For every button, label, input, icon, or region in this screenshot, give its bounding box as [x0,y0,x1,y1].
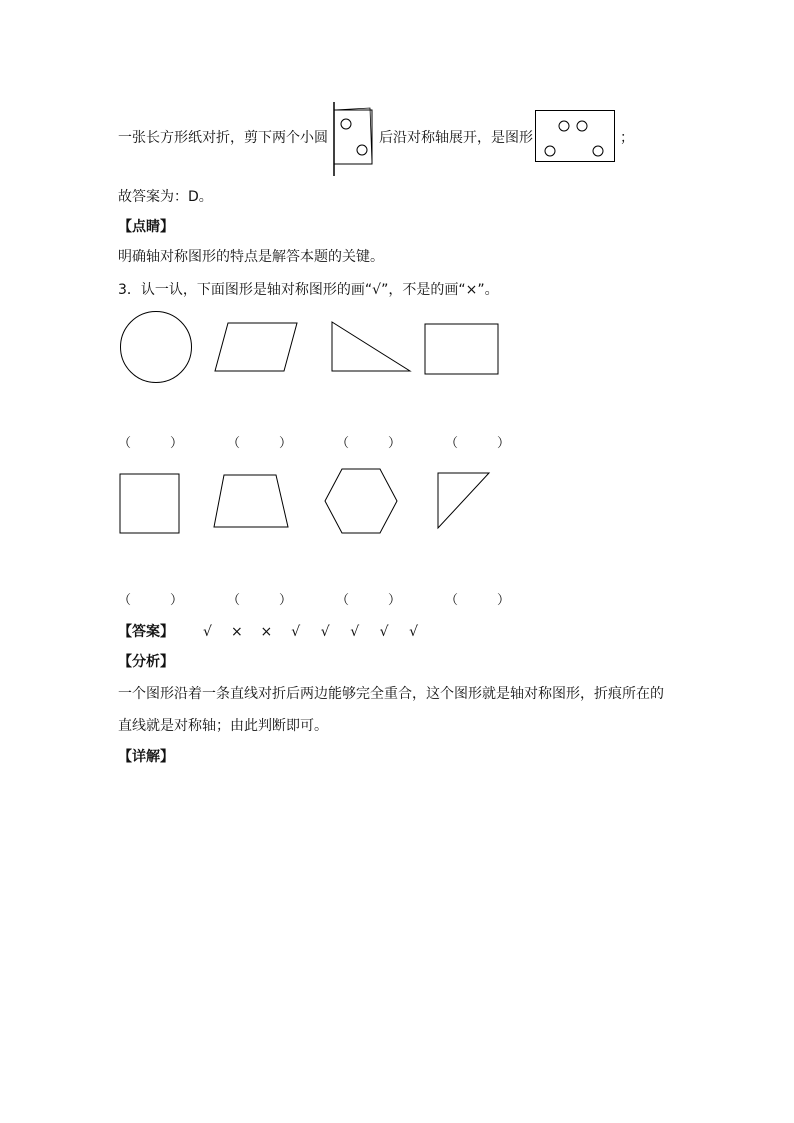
square-icon [119,473,181,535]
xiangjie-heading: 【详解】 [118,749,174,765]
answer-blank-4[interactable]: （ ） [445,436,511,451]
answer-mark-2: × [230,624,243,640]
right-triangle-icon [331,321,413,375]
answer-blank-1[interactable]: （ ） [118,436,184,451]
answer-mark-8: √ [409,624,419,640]
unfolded-paper-figure [535,110,615,162]
fenxi-heading: 【分析】 [118,654,174,670]
answer-mark-7: √ [379,624,389,640]
answer-mark-6: √ [350,624,360,640]
answer-row [118,622,426,642]
trapezoid-icon [212,474,292,530]
answer-mark-3: × [260,624,273,640]
text-fold-end: ； [620,130,634,146]
folded-paper-figure [328,102,378,176]
answer-line: 故答案为：D。 [118,189,213,205]
hexagon-icon [322,468,400,536]
answer-blank-3[interactable]: （ ） [336,436,402,451]
answer-heading: 【答案】 [118,624,174,640]
question-3: 3．认一认，下面图形是轴对称图形的画“√”，不是的画“×”。 [118,282,499,298]
parallelogram-icon [214,322,300,374]
right-triangle-icon [435,471,493,531]
circle-icon [118,309,194,385]
fenxi-text-1: 一个图形沿着一条直线对折后两边能够完全重合，这个图形就是轴对称图形，折痕所在的 [118,686,664,702]
answer-blank-7[interactable]: （ ） [336,593,402,608]
answer-blank-5[interactable]: （ ） [118,593,184,608]
text-fold-part2: 后沿对称轴展开，是图形 [379,130,533,146]
answer-blank-6[interactable]: （ ） [227,593,293,608]
rectangle-icon [424,323,500,377]
answer-blank-8[interactable]: （ ） [445,593,511,608]
text-fold-part1: 一张长方形纸对折，剪下两个小圆 [118,130,328,146]
answer-mark-4: √ [291,624,301,640]
fenxi-text-2: 直线就是对称轴；由此判断即可。 [118,718,328,734]
dianjing-text: 明确轴对称图形的特点是解答本题的关键。 [118,249,384,265]
answer-mark-5: √ [320,624,330,640]
answer-blank-2[interactable]: （ ） [227,436,293,451]
dianjing-heading: 【点睛】 [118,219,174,235]
answer-mark-1: √ [202,624,212,640]
